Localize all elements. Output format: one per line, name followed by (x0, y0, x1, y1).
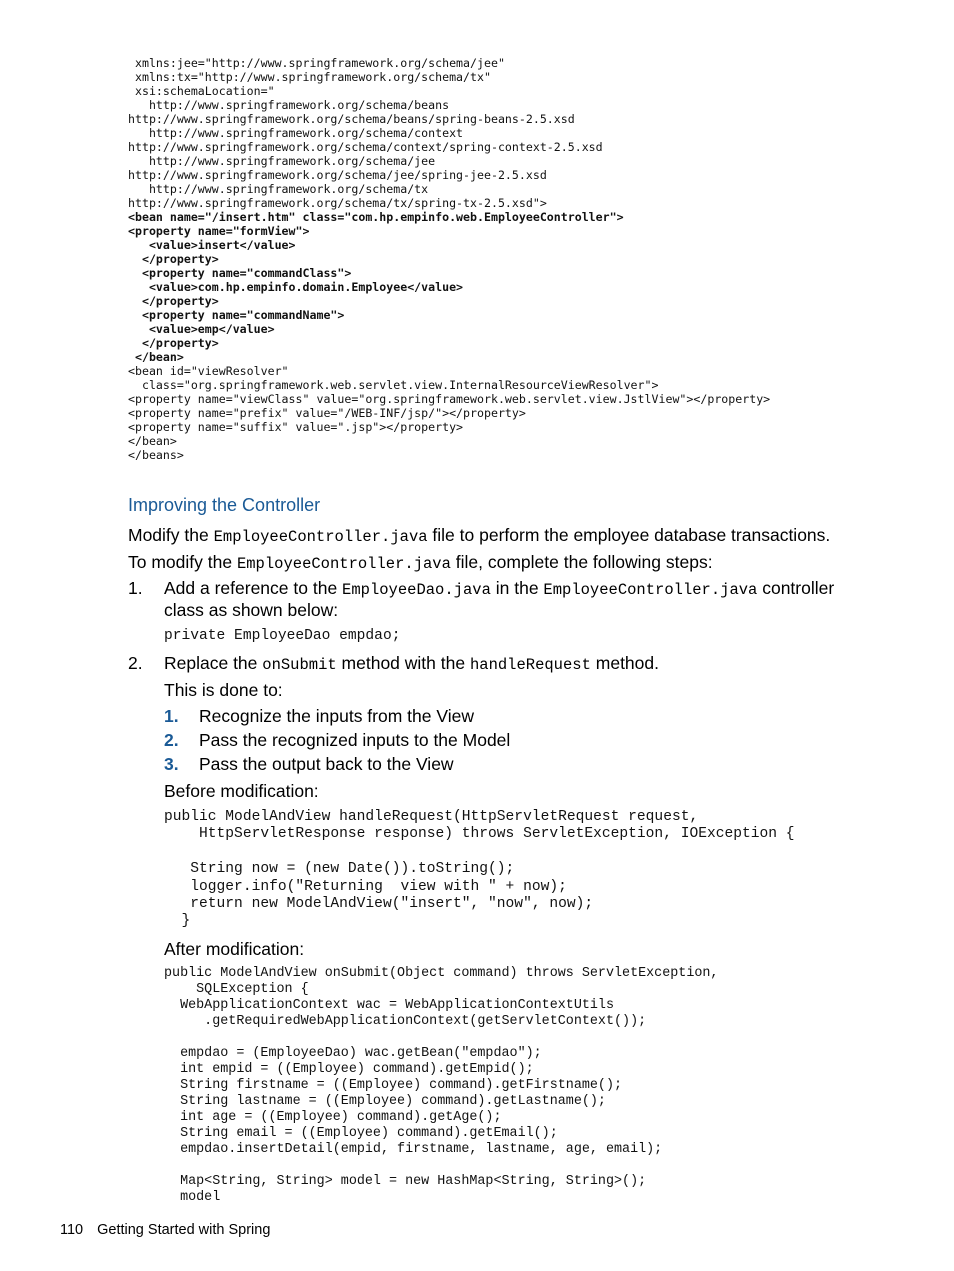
config-code-controller-bean: <bean name="/insert.htm" class="com.hp.empinfo.web.EmployeeController"> <property name="formView"> <value>insert</value> </property> <property name="commandClass"> <value>com.hp.empinfo.domain.Employee</value> </property> <property name="commandName"> <value>emp</value> </property> </bean> (128, 210, 624, 364)
subitem-number-3: 3. (164, 754, 179, 774)
step-1-code: private EmployeeDao empdao; (164, 628, 401, 644)
subitem-number-2: 2. (164, 730, 179, 750)
paragraph-steps-intro: To modify the EmployeeController.java file, complete the following steps: (128, 552, 713, 573)
inline-code: EmployeeDao.java (342, 581, 491, 599)
subitem-text-2: Pass the recognized inputs to the Model (199, 730, 511, 750)
inline-code: EmployeeController.java (213, 528, 428, 546)
step-1-text-line2: class as shown below: (164, 600, 339, 620)
inline-code: EmployeeController.java (236, 555, 451, 573)
step-2-intro: This is done to: (164, 680, 283, 700)
before-modification-code: public ModelAndView handleRequest(HttpServletRequest request, HttpServletResponse response) throws ServletException, IOException { String now = (new Date()).toString(); logger.info("Returning view with " + now); return new ModelAndView("insert", "now", now); } (164, 809, 795, 930)
spring-config-code (128, 56, 770, 462)
after-modification-label: After modification: (164, 939, 305, 959)
paragraph-modify: Modify the EmployeeController.java file to perform the employee database transactions. (128, 525, 831, 546)
subitem-text-3: Pass the output back to the View (199, 754, 454, 774)
config-code-namespaces: xmlns:jee="http://www.springframework.org/schema/jee" xmlns:tx="http://www.springframework.org/schema/tx" xsi:schemaLocation=" http://www.springframework.org/schema/beans http://www.springframework.org/schema/beans/spring-beans-2.5.xsd http://www.springframework.org/schema/context http://www.springframework.org/schema/context/spring-context-2.5.xsd http://www.springframework.org/schema/jee http://www.springframework.org/schema/jee/spring-jee-2.5.xsd http://www.springframework.org/schema/tx http://www.springframework.org/schema/tx/spring-tx-2.5.xsd"> (128, 56, 603, 210)
inline-code: handleRequest (469, 656, 591, 674)
inline-code: EmployeeController.java (543, 581, 758, 599)
after-modification-code: public ModelAndView onSubmit(Object command) throws ServletException, SQLException { WebApplicationContext wac = WebApplicationContextUtils .getRequiredWebApplicationContext(getServletContext()); empdao = (EmployeeDao) wac.getBean("empdao"); int empid = ((Employee) command).getEmpid(); String firstname = ((Employee) command).getFirstname(); String lastname = ((Employee) command).getLastname(); int age = ((Employee) command).getAge(); String email = ((Employee) command).getEmail(); empdao.insertDetail(empid, firstname, lastname, age, email); Map<String, String> model = new HashMap<String, String>(); model (164, 966, 719, 1205)
page-number: 110 (60, 1222, 84, 1238)
before-modification-label: Before modification: (164, 781, 319, 801)
section-heading: Improving the Controller (128, 495, 321, 515)
page-footer (60, 1222, 270, 1238)
footer-title: Getting Started with Spring (97, 1222, 271, 1238)
step-number-1: 1. (128, 578, 143, 598)
step-number-2: 2. (128, 653, 143, 673)
config-code-view-resolver: <bean id="viewResolver" class="org.springframework.web.servlet.view.InternalResourceViewResolver"> <property name="viewClass" value="org.springframework.web.servlet.view.JstlView"></property> <property name="prefix" value="/WEB-INF/jsp/"></property> <property name="suffix" value=".jsp"></property> </bean> </beans> (128, 364, 771, 462)
inline-code: onSubmit (262, 656, 337, 674)
step-2-text: Replace the onSubmit method with the handleRequest method. (164, 653, 659, 674)
step-1-text: Add a reference to the EmployeeDao.java in the EmployeeController.java controller (164, 578, 835, 599)
subitem-number-1: 1. (164, 706, 179, 726)
subitem-text-1: Recognize the inputs from the View (199, 706, 474, 726)
